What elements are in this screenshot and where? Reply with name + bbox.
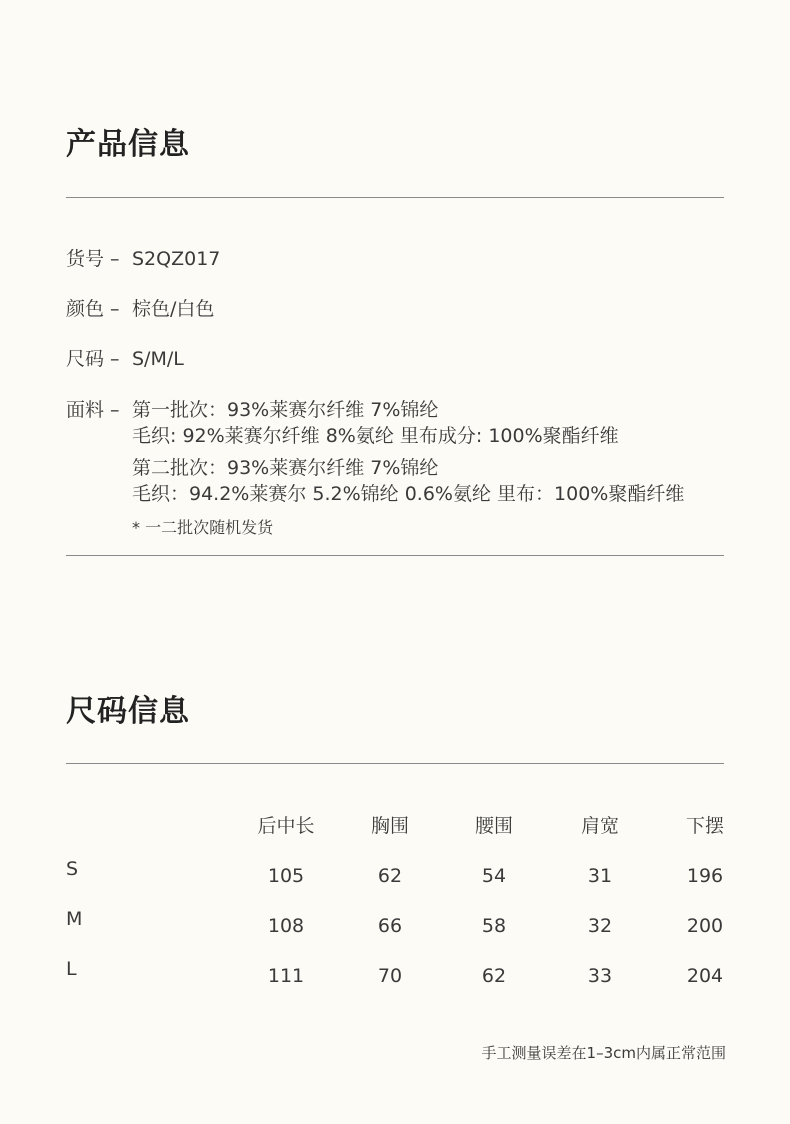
size-value: S/M/L bbox=[132, 348, 184, 370]
fabric-label: 面料 – bbox=[66, 399, 120, 421]
column-header-hem: 下摆 bbox=[685, 815, 724, 837]
fabric-line: 毛织：94.2%莱赛尔 5.2%锦纶 0.6%氨纶 里布：100%聚酯纤维 bbox=[132, 483, 685, 505]
table-cell: 54 bbox=[481, 865, 507, 887]
fabric-line: 第一批次：93%莱赛尔纤维 7%锦纶 bbox=[132, 399, 439, 421]
color-label: 颜色 – bbox=[66, 298, 120, 320]
table-cell: 31 bbox=[587, 865, 613, 887]
table-cell: 196 bbox=[686, 865, 724, 887]
table-cell: 32 bbox=[587, 915, 613, 937]
table-cell: 108 bbox=[267, 915, 305, 937]
row-size-label: S bbox=[66, 858, 79, 880]
column-header-chest: 胸围 bbox=[370, 815, 409, 837]
product-info-bottom-divider bbox=[66, 555, 724, 556]
table-cell: 200 bbox=[686, 915, 724, 937]
row-size-label: L bbox=[66, 958, 77, 980]
table-cell: 111 bbox=[267, 965, 305, 987]
size-label: 尺码 – bbox=[66, 348, 120, 370]
table-cell: 62 bbox=[377, 865, 403, 887]
column-header-back-length: 后中长 bbox=[257, 815, 315, 837]
size-info-divider bbox=[66, 763, 724, 764]
fabric-batch-note: * 一二批次随机发货 bbox=[132, 518, 274, 537]
column-header-waist: 腰围 bbox=[474, 815, 513, 837]
table-cell: 58 bbox=[481, 915, 507, 937]
column-header-shoulder: 肩宽 bbox=[580, 815, 619, 837]
size-info-title: 尺码信息 bbox=[66, 694, 190, 729]
table-cell: 33 bbox=[587, 965, 613, 987]
product-info-title: 产品信息 bbox=[66, 127, 190, 162]
table-cell: 70 bbox=[377, 965, 403, 987]
fabric-line: 毛织: 92%莱赛尔纤维 8%氨纶 里布成分: 100%聚酯纤维 bbox=[132, 425, 619, 447]
fabric-line: 第二批次：93%莱赛尔纤维 7%锦纶 bbox=[132, 457, 439, 479]
item-no-value: S2QZ017 bbox=[132, 248, 221, 270]
color-value: 棕色/白色 bbox=[132, 298, 215, 320]
table-cell: 105 bbox=[267, 865, 305, 887]
table-cell: 66 bbox=[377, 915, 403, 937]
product-info-divider bbox=[66, 197, 724, 198]
row-size-label: M bbox=[66, 908, 83, 930]
table-cell: 62 bbox=[481, 965, 507, 987]
measurement-footnote: 手工测量误差在1–3cm内属正常范围 bbox=[481, 1044, 726, 1062]
item-no-label: 货号 – bbox=[66, 248, 120, 270]
table-cell: 204 bbox=[686, 965, 724, 987]
